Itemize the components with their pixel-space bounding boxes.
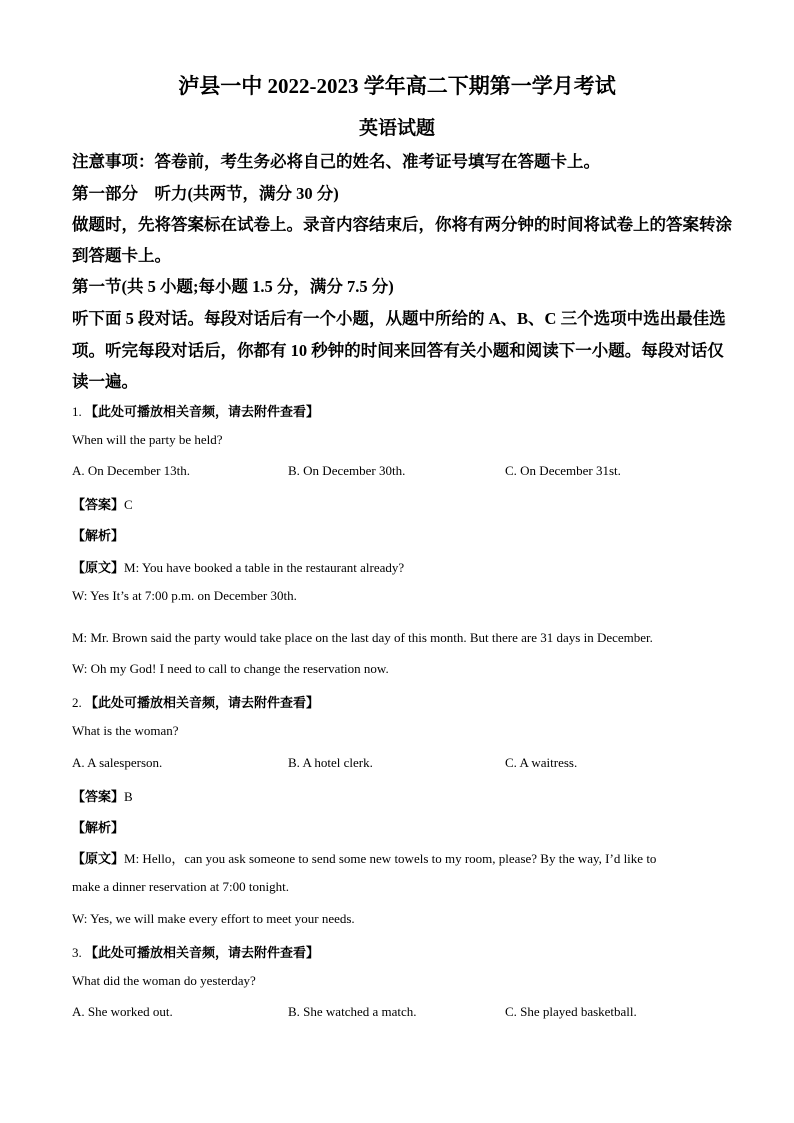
- question-1-option-b: B. On December 30th.: [288, 463, 406, 478]
- question-1-text: When will the party be held?: [72, 432, 223, 447]
- part1-desc-line2: 到答题卡上。: [72, 246, 171, 265]
- question-2-option-b: B. A hotel clerk.: [288, 755, 373, 770]
- part1-desc-line1: 做题时，先将答案标在试卷上。录音内容结束后，你将有两分钟的时间将试卷上的答案转涂: [72, 215, 732, 234]
- question-number: 1.: [72, 404, 82, 419]
- audio-note: 【此处可播放相关音频，请去附件查看】: [85, 404, 320, 419]
- notice-text: 注意事项：答卷前，考生务必将自己的姓名、准考证号填写在答题卡上。: [72, 152, 600, 171]
- question-1-dialogue-line: W: Oh my God! I need to call to change the reservation now.: [72, 661, 389, 676]
- question-2-answer: [72, 786, 133, 805]
- question-3-header: [72, 942, 319, 961]
- answer-value: C: [124, 497, 133, 512]
- question-1-option-a: A. On December 13th.: [72, 463, 191, 478]
- question-1-option-c: C. On December 31st.: [505, 463, 621, 478]
- question-number: 3.: [72, 945, 82, 960]
- question-3-option-b: B. She watched a match.: [288, 1004, 417, 1019]
- original-text: M: You have booked a table in the restaurant already?: [124, 560, 405, 575]
- question-1-dialogue-line: M: Mr. Brown said the party would take place on the last day of this month. But there are 31 days in December.: [72, 630, 653, 645]
- answer-label: 【答案】: [72, 497, 125, 512]
- section1-title: 第一节(共 5 小题;每小题 1.5 分，满分 7.5 分): [72, 277, 394, 296]
- question-2-original-line1: [72, 848, 656, 867]
- answer-value: B: [124, 789, 133, 804]
- question-2-dialogue-line: make a dinner reservation at 7:00 tonight.: [72, 879, 289, 894]
- question-3-text: What did the woman do yesterday?: [72, 973, 256, 988]
- question-3-option-c: C. She played basketball.: [505, 1004, 637, 1019]
- answer-label: 【答案】: [72, 789, 125, 804]
- question-1-dialogue-line: W: Yes It’s at 7:00 p.m. on December 30th.: [72, 588, 297, 603]
- question-3-option-a: A. She worked out.: [72, 1004, 173, 1019]
- section1-desc-line3: 读一遍。: [72, 372, 138, 391]
- audio-note: 【此处可播放相关音频，请去附件查看】: [85, 945, 320, 960]
- page-title: 泸县一中 2022-2023 学年高二下期第一学月考试: [178, 74, 616, 98]
- section1-desc-line2: 项。听完每段对话后，你都有 10 秒钟的时间来回答有关小题和阅读下一小题。每段对话仅: [72, 341, 724, 360]
- audio-note: 【此处可播放相关音频，请去附件查看】: [85, 695, 320, 710]
- section1-desc-line1: 听下面 5 段对话。每段对话后有一个小题，从题中所给的 A、B、C 三个选项中选出最佳选: [72, 309, 726, 328]
- original-label: 【原文】: [72, 851, 125, 866]
- question-1-original-line1: [72, 557, 404, 576]
- question-1-analysis-label: 【解析】: [72, 528, 125, 543]
- original-label: 【原文】: [72, 560, 125, 575]
- question-2-option-a: A. A salesperson.: [72, 755, 163, 770]
- question-2-text: What is the woman?: [72, 723, 179, 738]
- part1-title: 第一部分 听力(共两节，满分 30 分): [72, 184, 339, 203]
- question-1-answer: [72, 494, 133, 513]
- page-subtitle: 英语试题: [358, 118, 435, 139]
- question-2-dialogue-line: W: Yes, we will make every effort to meet your needs.: [72, 911, 355, 926]
- question-number: 2.: [72, 695, 82, 710]
- question-2-analysis-label: 【解析】: [72, 820, 125, 835]
- original-text: M: Hello，can you ask someone to send some new towels to my room, please? By the way, I’d like to: [124, 851, 657, 866]
- question-1-header: [72, 401, 319, 420]
- question-2-option-c: C. A waitress.: [505, 755, 578, 770]
- question-2-header: [72, 692, 319, 711]
